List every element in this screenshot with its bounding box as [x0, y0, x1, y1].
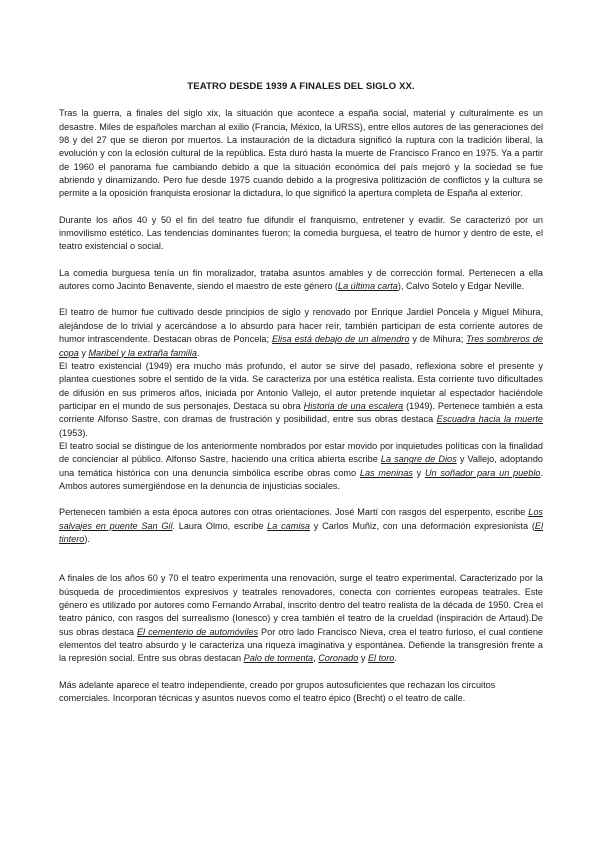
text-run: . — [394, 653, 397, 664]
text-run: y — [358, 653, 368, 664]
work-title-la-camisa: La camisa — [267, 520, 310, 531]
text-run: El teatro existencial (1949) era mucho más profundo, el autor se sirve del pasado, reflexiona sobre el presente y plantea cuestiones sobre el sentido de la vida. Se caracteriza por una estética realista. Esta corriente tuvo dificultades de difusión en sus primeros años, iniciada por Antonio Vallejo, el autor pretende inquietar al espectador haciéndole participar en el mundo de sus personajes. Destaca su obra — [59, 360, 543, 411]
paragraph-historical-context: Tras la guerra, a finales del siglo xix, la situación que acontece a españa social, material y culturalmente es un desastre. Miles de españoles marchan al exilio (Francia, México, la URSS), entre ellos autores de las generaciones del 98 y del 27 que se dieron por muertos. La instauración de la dictadura significó la ruptura con la tradición liberal, la evolución y con la eclosión cultural de la república. Esta duró hasta la muerte de Francisco Franco en 1975. Ya a partir de 1960 el panorama fue cambiando debido a que la situación económica del país mejoró y la sociedad se fue abriendo y dinamizando. Pero fue desde 1975 cuando debido a la progresiva politización de conflictos y la cultura se permite a la oposición franquista erosionar la dictadura, lo que significó la apertura completa de España al exterior. — [59, 108, 543, 199]
work-title-la-ultima-carta: La última carta — [338, 281, 398, 292]
text-run: (1949). Pertenece también a esta corriente Alfonso Sastre, con dramas de frustración y posibilidad, entre sus obras destaca — [59, 400, 543, 425]
text-run: Pertenecen también a esta época autores con otras orientaciones. José Martí con rasgos del esperpento, escribe — [59, 507, 529, 518]
work-title-elisa: Elisa está debajo de un almendro — [271, 334, 410, 345]
paragraph-social-theatre — [59, 440, 543, 493]
work-title-el-tintero: El tintero — [59, 520, 543, 544]
text-run: y de Mihura; — [409, 334, 467, 345]
text-run: ), Calvo Sotelo y Edgar Neville. — [397, 281, 525, 292]
paragraph-independent-theatre: Más adelante aparece el teatro independiente, creado por grupos autosuficientes que rechazan los circuitos comerciales. Incorporan técnicas y asuntos nuevos como el teatro épico (Brecht) o el teatro de calle. — [59, 679, 496, 704]
text-run: . Ambos autores sumergiéndose en la denuncia de injusticias sociales. — [59, 467, 543, 491]
document-page — [59, 80, 543, 705]
work-title-tres-sombreros: Tres sombreros de copa — [59, 334, 543, 358]
work-title-coronado: Coronado — [318, 653, 359, 664]
work-title-el-toro: El toro — [367, 653, 395, 664]
text-run: A finales de los años 60 y 70 el teatro experimenta una renovación, surge el teatro experimental. Caracterizado por la búsqueda de procedimientos expresivos y teatrales renovadores, conecta con corrientes europeas teatrales. Este género es utilizado por autores como Fernando Arrabal, inscrito dentro del teatro realista de la década de 1950. Crea el teatro pánico, con rasgos del surrealismo (Ionesco) y crea también el teatro de la crueldad (inspiración de Artaud).De sus obras destaca — [59, 573, 543, 637]
work-title-cementerio: El cementerio de automóviles — [136, 626, 259, 637]
paragraph-experimental-theatre — [59, 572, 543, 665]
text-run: Por otro lado Francisco Nieva, crea el teatro furioso, el cual contiene elementos del teatro absurdo y le caracteriza una riqueza imaginativa y espontánea. Defiende la transgresión frente a la represión social. Entre sus obras destacan — [59, 626, 544, 664]
paragraph-humor-theatre — [59, 306, 543, 359]
work-title-escuadra: Escuadra hacia la muerte — [436, 414, 543, 425]
text-run: . Laura Olmo, escribe — [172, 520, 268, 531]
text-run: . — [196, 347, 200, 358]
text-run: y — [412, 467, 425, 478]
work-title-sonador: Un soñador para un pueblo — [424, 467, 541, 478]
text-run: y — [78, 347, 89, 358]
text-run: , — [313, 653, 319, 664]
text-run: y Vallejo, adoptando una temática histórica con una denuncia simbólica escribe obras como — [59, 454, 543, 478]
paragraph-40s-50s-theatre: Durante los años 40 y 50 el fin del teatro fue difundir el franquismo, entretener y evadir. Se caracterizó por un inmovilismo estético. Las tendencias dominantes fueron; la comedia burguesa, el teatro de humor y dentro de este, el teatro existencial o social. — [59, 214, 543, 252]
paragraph-other-orientations — [59, 506, 543, 546]
work-title-salvajes: Los salvajes en puente San Gil — [59, 507, 543, 531]
work-title-sangre-de-dios: La sangre de Dios — [380, 454, 457, 465]
document-title: TEATRO DESDE 1939 A FINALES DEL SIGLO XX. — [187, 81, 415, 92]
work-title-maribel: Maribel y la extraña familia — [88, 347, 197, 358]
text-run: El teatro social se distingue de los anteriormente nombrados por estar movido por inquietudes políticas con la finalidad de concienciar al público. Alfonso Sastre, haciendo una crítica abierta escribe — [59, 440, 543, 465]
work-title-las-meninas: Las meninas — [359, 467, 413, 478]
work-title-historia-escalera: Historia de una escalera — [303, 400, 404, 411]
paragraph-existential-theatre — [59, 360, 543, 440]
text-run: y Carlos Muñiz, con una deformación expresionista ( — [310, 520, 535, 531]
text-run: (1953). — [59, 427, 88, 438]
work-title-palo-de-tormenta: Palo de tormenta — [243, 653, 314, 664]
text-run: El teatro de humor fue cultivado desde principios de siglo y renovado por Enrique Jardiel Poncela y Miguel Mihura, alejándose de lo trivial y acercándose a lo absurdo para hacer reír, también participan de esta corriente autores de humor intrascendente. Destacan obras de Poncela; — [59, 307, 543, 345]
text-run: ). — [84, 533, 90, 544]
text-run: La comedia burguesa tenía un fin moralizador, trataba asuntos amables y de corrección formal. Pertenecen a ella autores como Jacinto Benavente, siendo el maestro de este género ( — [59, 267, 543, 292]
paragraph-bourgeois-comedy — [59, 267, 543, 294]
